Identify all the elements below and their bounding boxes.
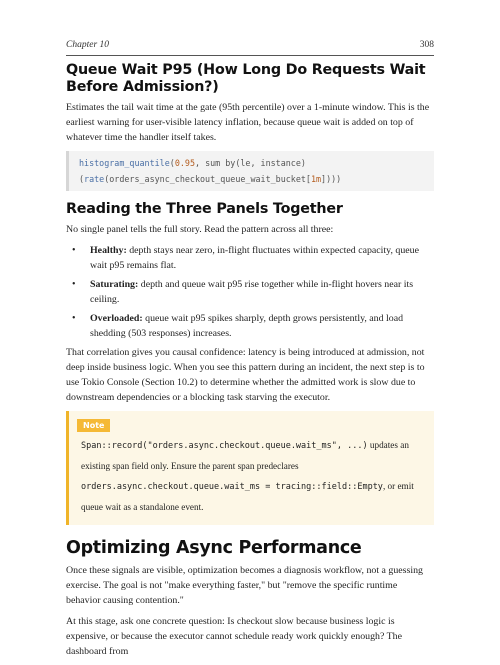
code-fn-histogram-quantile: histogram_quantile (79, 158, 170, 168)
desc-healthy: depth stays near zero, in-flight fluctuates within expected capacity, queue wait p95 remains flat. (90, 245, 419, 271)
page-number: 308 (419, 40, 434, 50)
list-item-overloaded (66, 311, 434, 341)
note-code-span-record: Span::record("orders.async.checkout.queue.wait_ms", ...) (81, 441, 368, 451)
code-sum-by: , sum by(le, instance) (194, 158, 306, 168)
code-line-2: (rate(orders_async_checkout_queue_wait_bucket[1m]))) (79, 174, 342, 184)
desc-saturating: depth and queue wait p95 rise together while in-flight hovers near its ceiling. (90, 279, 414, 305)
running-header (66, 40, 434, 56)
section-heading-optimizing: Optimizing Async Performance (66, 538, 362, 558)
note-text (81, 435, 422, 517)
bullet-icon: • (72, 279, 76, 290)
term-saturating: Saturating: (90, 279, 139, 290)
code-paren: ( (169, 158, 175, 168)
queue-wait-paragraph: Estimates the tail wait time at the gate (95th percentile) over a 1-minute window. This is the earliest warning for user-visible latency inflation, because queue wait is added on top of whatever time the handler itself takes. (66, 102, 430, 143)
section-heading-three-panels: Reading the Three Panels Together (66, 201, 343, 217)
note-badge: Note (77, 419, 110, 432)
note-callout (66, 411, 434, 525)
code-window-value: 1m (310, 174, 322, 184)
correlation-paragraph: That correlation gives you causal confidence: latency is being introduced at admission, not deep inside business logic. When you see this pattern during an incident, the next step is to use Tokio Console (Section 10.2) to determine whether the admitted work is slow due to downstream dependencies or a blocking task starving the executor. (66, 347, 425, 403)
section-heading-queue-wait: Queue Wait P95 (How Long Do Requests Wait Before Admission?) (66, 62, 426, 95)
term-overloaded: Overloaded: (90, 313, 143, 324)
code-metric: (orders_async_checkout_queue_wait_bucket[ (104, 174, 311, 184)
code-quantile-value: 0.95 (174, 158, 195, 168)
optimizing-paragraph-1: Once these signals are visible, optimization becomes a diagnosis workflow, not a guessing exercise. The goal is not "make everything faster," but "remove the specific runtime behavior causing contention." (66, 565, 423, 606)
panel-states-list (66, 243, 434, 341)
page-content (66, 62, 434, 665)
header-rule (66, 55, 434, 56)
list-item-healthy (66, 243, 434, 273)
bullet-icon: • (72, 313, 76, 324)
note-text-1: updates an existing span field only. Ensure the parent span predeclares (81, 440, 409, 471)
note-text-2: , or emit queue wait as a standalone event. (81, 481, 414, 512)
three-panels-intro: No single panel tells the full story. Read the pattern across all three: (66, 224, 334, 235)
code-line-1 (79, 155, 424, 171)
list-item-saturating (66, 277, 434, 307)
code-close: ]))) (321, 174, 342, 184)
code-fn-rate: rate (84, 174, 105, 184)
promql-code-block (66, 151, 434, 191)
chapter-label: Chapter 10 (66, 40, 110, 50)
optimizing-paragraph-2: At this stage, ask one concrete question: Is checkout slow because business logic is expensive, or because the executor cannot schedule ready work quickly enough? The dashboard from (66, 616, 402, 657)
term-healthy: Healthy: (90, 245, 127, 256)
note-code-field-empty: orders.async.checkout.queue.wait_ms = tracing::field::Empty (81, 482, 383, 492)
bullet-icon: • (72, 245, 76, 256)
desc-overloaded: queue wait p95 spikes sharply, depth grows persistently, and load shedding (503 responses) increases. (90, 313, 404, 339)
